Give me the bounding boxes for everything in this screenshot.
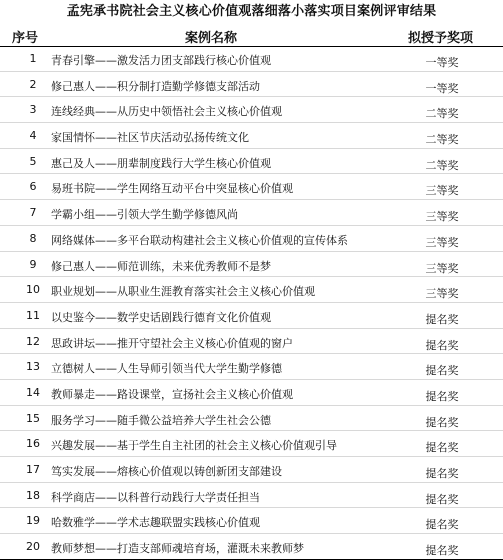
row-index: 19: [26, 514, 40, 528]
row-award: 三等奖: [425, 210, 459, 224]
table-row: [0, 97, 503, 123]
row-award: 提名奖: [425, 467, 459, 480]
row-case-name: 哈数雅学——学术志趣联盟实践核心价值观: [51, 516, 260, 530]
row-index: 18: [26, 488, 40, 502]
row-index: 1: [29, 52, 37, 65]
row-case-name: 以史鉴今——数学史话剧践行德育文化价值观: [51, 310, 271, 324]
table-row: [0, 174, 503, 200]
table-header: [0, 24, 503, 47]
header-index: 序号: [12, 31, 39, 46]
row-case-name: 惠己及人——朋辈制度践行大学生核心价值观: [51, 156, 271, 170]
row-award: 提名奖: [425, 389, 459, 403]
table-row: [0, 354, 503, 380]
table-row: [0, 303, 503, 329]
header-award: 拟授予奖项: [408, 31, 474, 46]
row-award: 提名奖: [425, 415, 459, 429]
row-case-name: 网络媒体——多平台联动构建社会主义核心价值观的宣传体系: [51, 233, 348, 247]
row-index: 5: [29, 154, 37, 168]
row-case-name: 连线经典——从历史中领悟社会主义核心价值观: [51, 105, 282, 119]
row-index: 10: [26, 283, 40, 297]
row-index: 20: [26, 540, 40, 554]
row-case-name: 教师暴走——路设课堂，宣扬社会主义核心价值观: [51, 387, 293, 401]
row-case-name: 青春引擎——激发活力团支部践行核心价值观: [51, 54, 271, 67]
table-row: [0, 72, 503, 98]
table-row: [0, 252, 503, 278]
table-row: [0, 123, 503, 149]
row-index: 12: [26, 334, 40, 348]
row-award: 二等奖: [425, 158, 459, 172]
row-award: 二等奖: [425, 133, 459, 147]
row-index: 4: [29, 129, 37, 143]
header-name: 案例名称: [185, 31, 238, 46]
row-index: 3: [29, 103, 37, 117]
row-index: 11: [26, 308, 40, 322]
row-index: 13: [26, 360, 40, 374]
row-index: 6: [29, 180, 37, 194]
row-award: 提名奖: [425, 492, 459, 506]
row-award: 三等奖: [425, 261, 459, 275]
row-case-name: 家国情怀——社区节庆活动弘扬传统文化: [51, 131, 249, 145]
table-row: [0, 534, 503, 560]
row-case-name: 教师梦想——打造支部师魂培育场，灌溉未来教师梦: [51, 542, 304, 556]
row-index: 8: [29, 231, 37, 245]
row-award: 一等奖: [425, 56, 459, 69]
row-award: 三等奖: [425, 235, 459, 249]
row-index: 15: [26, 411, 40, 425]
table-row: [0, 457, 503, 483]
table-row: [0, 483, 503, 509]
row-case-name: 易班书院——学生网络互动平台中突显核心价值观: [51, 182, 293, 196]
row-case-name: 学霸小组——引领大学生勤学修德风尚: [51, 208, 238, 222]
row-case-name: 修己惠人——师范训练，未来优秀教师不是梦: [51, 259, 271, 273]
row-case-name: 科学商店——以科普行动践行大学责任担当: [51, 490, 260, 504]
row-case-name: 兴趣发展——基于学生自主社团的社会主义核心价值观引导: [51, 439, 337, 453]
row-case-name: 思政讲坛——推开守望社会主义核心价值观的窗户: [51, 336, 293, 350]
row-award: 三等奖: [425, 287, 459, 301]
table-row: [0, 200, 503, 226]
table-row: [0, 277, 503, 303]
row-index: 7: [29, 206, 37, 220]
row-case-name: 笃实发展——熔核心价值观以铸创新团支部建设: [51, 465, 282, 478]
row-award: 提名奖: [425, 544, 459, 558]
table-row: [0, 226, 503, 252]
row-award: 二等奖: [425, 107, 459, 121]
document-title: 孟宪承书院社会主义核心价值观落细落小落实项目案例评审结果: [66, 4, 437, 19]
table-row: [0, 46, 503, 72]
table-row: [0, 508, 503, 534]
table-row: [0, 149, 503, 175]
row-index: 2: [29, 77, 37, 91]
row-case-name: 服务学习——随手微公益培养大学生社会公德: [51, 413, 271, 427]
table-row: [0, 380, 503, 406]
table-row: [0, 406, 503, 432]
row-award: 提名奖: [425, 312, 459, 326]
row-case-name: 修己惠人——积分制打造勤学修德支部活动: [51, 79, 260, 93]
row-award: 提名奖: [425, 338, 459, 352]
row-case-name: 职业规划——从职业生涯教育落实社会主义核心价值观: [51, 285, 315, 299]
table-row: [0, 329, 503, 355]
row-index: 17: [26, 463, 40, 476]
row-index: 14: [26, 385, 40, 399]
table-row: [0, 431, 503, 457]
row-case-name: 立德树人——人生导师引领当代大学生勤学修德: [51, 362, 282, 376]
row-index: 16: [26, 437, 40, 451]
row-award: 一等奖: [425, 81, 459, 95]
row-award: 提名奖: [425, 364, 459, 378]
results-table: [0, 46, 503, 560]
row-index: 9: [29, 257, 37, 271]
row-award: 三等奖: [425, 184, 459, 198]
row-award: 提名奖: [425, 441, 459, 455]
row-award: 提名奖: [425, 518, 459, 532]
